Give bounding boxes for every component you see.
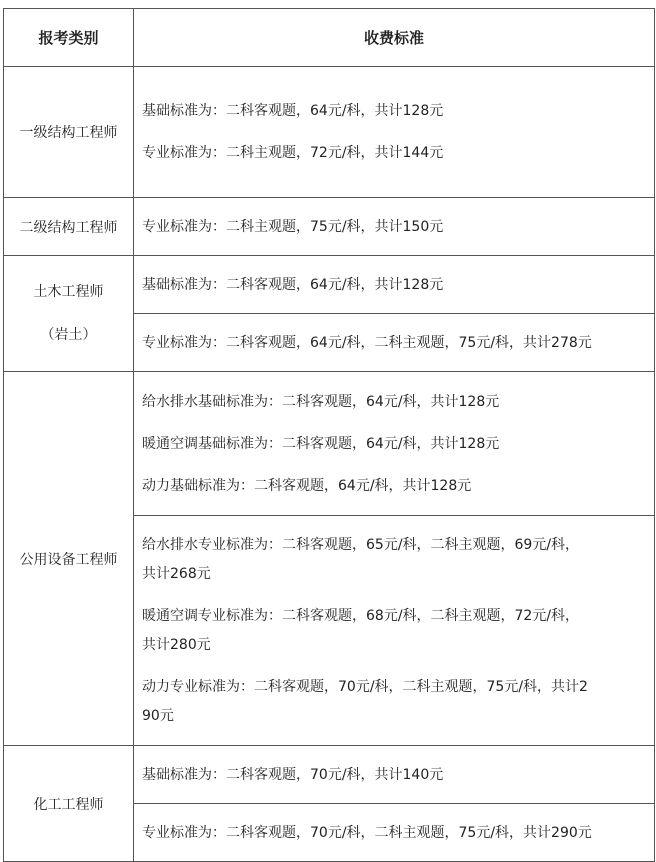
fee-table — [3, 8, 655, 862]
fee-cell — [134, 804, 655, 862]
fee-line: 专业标准为：二科主观题，72元/科，共计144元 — [142, 145, 444, 161]
category-cell: 二级结构工程师 — [4, 198, 134, 256]
fee-line: 90元 — [142, 707, 174, 724]
fee-cell — [134, 198, 655, 256]
fee-line: 专业标准为：二科客观题，64元/科，二科主观题，75元/科，共计278元 — [142, 334, 592, 351]
category-cell: 化工工程师 — [4, 746, 134, 862]
fee-line: 给水排水专业标准为：二科客观题，65元/科，二科主观题，69元/科， — [142, 536, 580, 553]
fee-line: 共计280元 — [142, 636, 211, 653]
fee-cell — [134, 516, 655, 746]
category-line: 土木工程师 — [33, 283, 104, 300]
fee-line: 给水排水基础标准为：二科客观题，64元/科，共计128元 — [142, 393, 500, 410]
table-row — [4, 746, 655, 804]
fee-line: 暖通空调基础标准为：二科客观题，64元/科，共计128元 — [142, 435, 500, 452]
fee-line: 动力基础标准为：二科客观题，64元/科，共计128元 — [142, 477, 472, 494]
fee-line: 基础标准为：二科客观题，64元/科，共计128元 — [142, 276, 444, 293]
fee-cell — [134, 372, 655, 516]
fee-line: 专业标准为：二科主观题，75元/科，共计150元 — [142, 218, 444, 235]
table-row — [4, 372, 655, 516]
category-line: （岩土） — [40, 326, 97, 343]
fee-line: 基础标准为：二科客观题，64元/科，共计128元 — [142, 103, 444, 119]
fee-line: 暖通空调专业标准为：二科客观题，68元/科，二科主观题，72元/科， — [142, 607, 580, 624]
table-row — [4, 67, 655, 198]
category-cell: 公用设备工程师 — [4, 372, 134, 746]
fee-cell — [134, 314, 655, 372]
fee-line: 基础标准为：二科客观题，70元/科，共计140元 — [142, 766, 444, 783]
fee-line: 动力专业标准为：二科客观题，70元/科，二科主观题，75元/科，共计2 — [142, 678, 588, 695]
header-category: 报考类别 — [4, 9, 134, 67]
fee-line: 专业标准为：二科客观题，70元/科，二科主观题，75元/科，共计290元 — [142, 824, 592, 841]
fee-line: 共计268元 — [142, 565, 211, 582]
table-row — [4, 256, 655, 314]
header-fee: 收费标准 — [134, 9, 655, 67]
fee-cell — [134, 746, 655, 804]
fee-cell — [134, 67, 655, 198]
fee-cell — [134, 256, 655, 314]
category-cell — [4, 256, 134, 372]
table-header — [4, 9, 655, 67]
category-cell: 一级结构工程师 — [4, 67, 134, 198]
table-row — [4, 198, 655, 256]
